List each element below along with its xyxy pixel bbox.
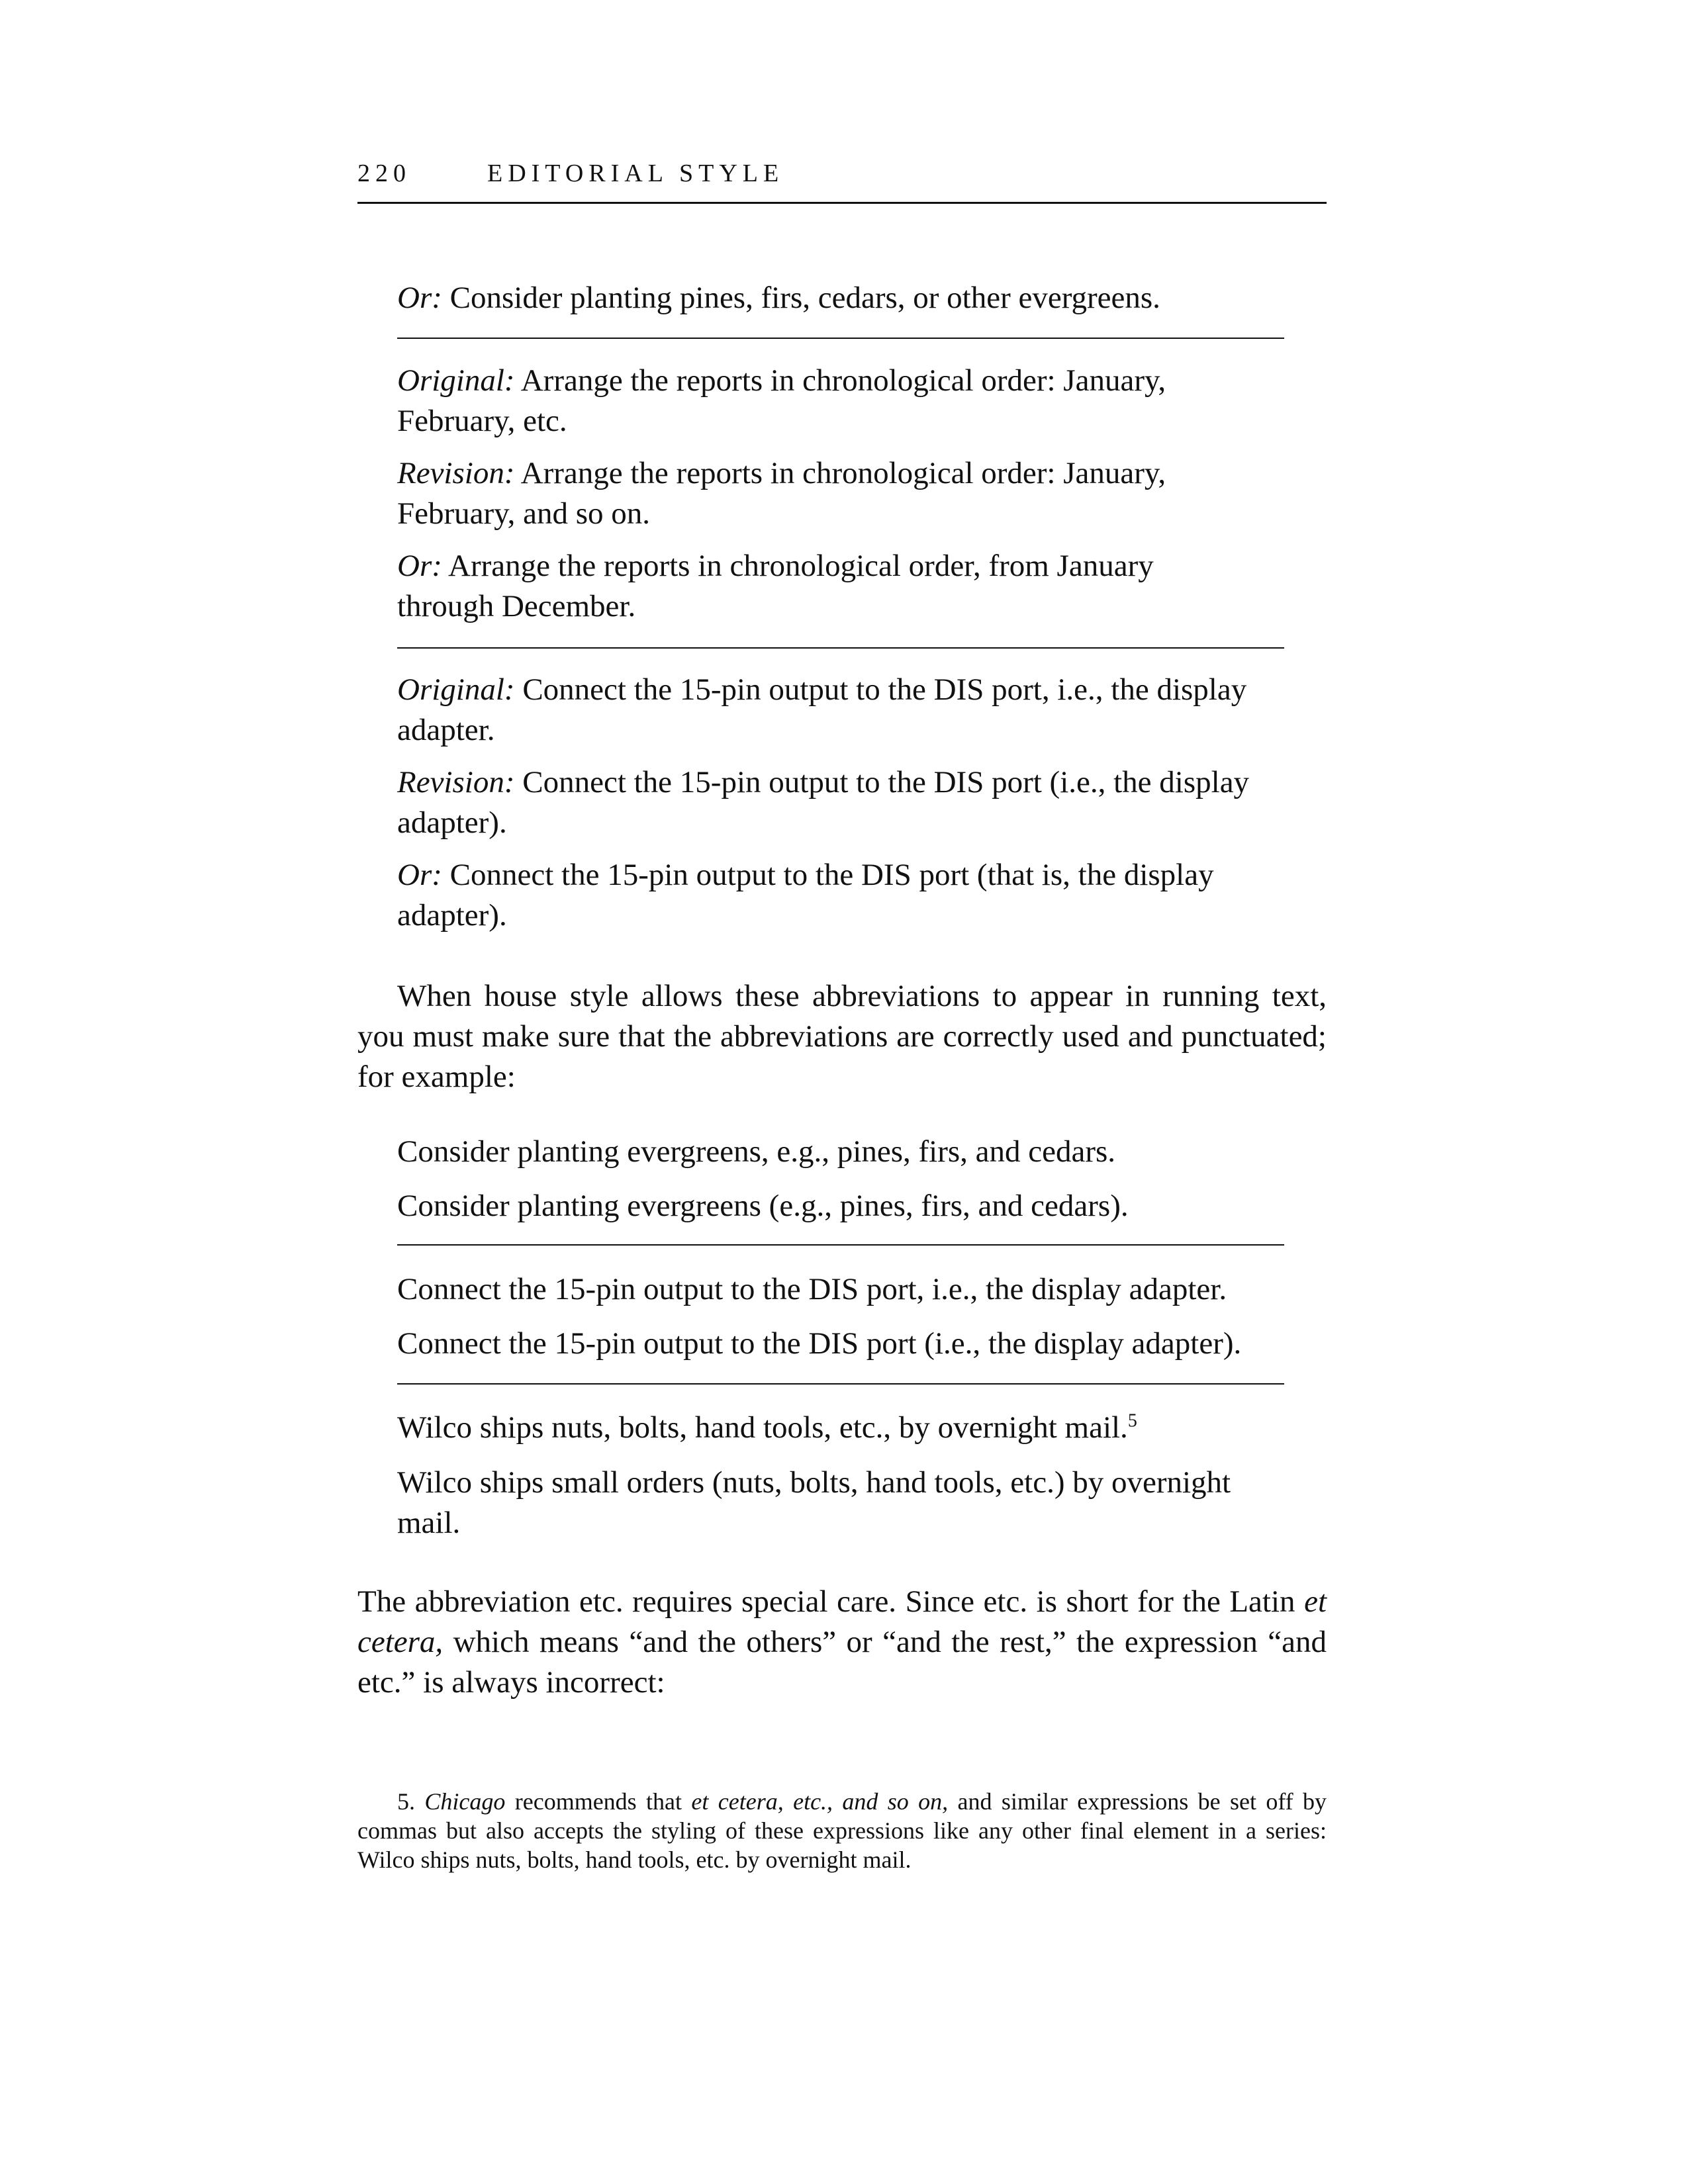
example-item: Consider planting evergreens, e.g., pines, firs, and cedars. <box>397 1134 1116 1169</box>
paragraph-text: which means “and the others” or “and the rest,” the expression “and etc.” is always incorrect: <box>357 1625 1327 1700</box>
example-revision-2 <box>397 453 1225 534</box>
example-item <box>397 1408 1327 1448</box>
example-original-3 <box>397 670 1291 751</box>
label-original: Original: <box>397 363 515 398</box>
example-divider <box>397 338 1284 339</box>
example-text: Arrange the reports in chronological order: January, February, and so on. <box>397 456 1166 531</box>
running-head: EDITORIAL STYLE <box>487 159 784 187</box>
example-text: Connect the 15-pin output to the DIS port (that is, the display adapter). <box>397 858 1214 933</box>
header-rule <box>357 202 1327 204</box>
example-text: Connect the 15-pin output to the DIS port, i.e., the display adapter. <box>397 672 1247 747</box>
example-item: Connect the 15-pin output to the DIS port (i.e., the display adapter). <box>397 1326 1242 1361</box>
example-revision-3 <box>397 762 1291 843</box>
example-item: Consider planting evergreens (e.g., pines, firs, and cedars). <box>397 1189 1129 1223</box>
paragraph-text: The abbreviation etc. requires special care. Since etc. is short for the Latin <box>357 1584 1305 1619</box>
example-text: Arrange the reports in chronological order: January, February, etc. <box>397 363 1166 438</box>
footnote <box>357 1787 1327 1874</box>
example-divider <box>397 647 1284 649</box>
label-original: Original: <box>397 672 515 707</box>
footnote-italic: et cetera, etc., and so on, <box>691 1788 949 1815</box>
label-revision: Revision: <box>397 765 515 799</box>
example-text: Arrange the reports in chronological order, from January through December. <box>397 549 1154 623</box>
body-paragraph <box>357 1582 1327 1703</box>
footnote-number: 5. <box>397 1788 425 1815</box>
label-or: Or: <box>397 549 442 583</box>
footnote-text: recommends that <box>505 1788 692 1815</box>
label-or: Or: <box>397 281 442 315</box>
label-or: Or: <box>397 858 442 892</box>
page-header <box>357 159 1327 205</box>
example-or-3 <box>397 855 1291 936</box>
example-item: Wilco ships small orders (nuts, bolts, hand tools, etc.) by overnight mail. <box>397 1465 1231 1540</box>
example-item: Connect the 15-pin output to the DIS port, i.e., the display adapter. <box>397 1272 1227 1306</box>
label-revision: Revision: <box>397 456 515 490</box>
example-or-2 <box>397 546 1225 627</box>
example-text: Consider planting pines, firs, cedars, or other evergreens. <box>442 281 1160 315</box>
example-text: Wilco ships nuts, bolts, hand tools, etc., by overnight mail. <box>397 1410 1128 1445</box>
example-divider <box>397 1244 1284 1246</box>
paragraph-italic: et cetera, <box>357 1584 1327 1659</box>
example-divider <box>397 1383 1284 1385</box>
footnote-ref[interactable]: 5 <box>1127 1410 1137 1432</box>
example-or-1 <box>397 278 1327 318</box>
footnote-text: and similar expressions be set off by commas but also accepts the styling of these expressions like any other final element in a series: Wilco ships nuts, bolts, hand tools, etc. by overnight mail. <box>357 1788 1327 1873</box>
footnote-italic: Chicago <box>424 1788 506 1815</box>
page-number: 220 <box>357 159 411 187</box>
body-paragraph: When house style allows these abbreviations to appear in running text, you must make sure that the abbreviations are correctly used and punctuated; for example: <box>357 979 1327 1094</box>
example-text: Connect the 15-pin output to the DIS port (i.e., the display adapter). <box>397 765 1250 840</box>
example-original-2 <box>397 361 1225 441</box>
